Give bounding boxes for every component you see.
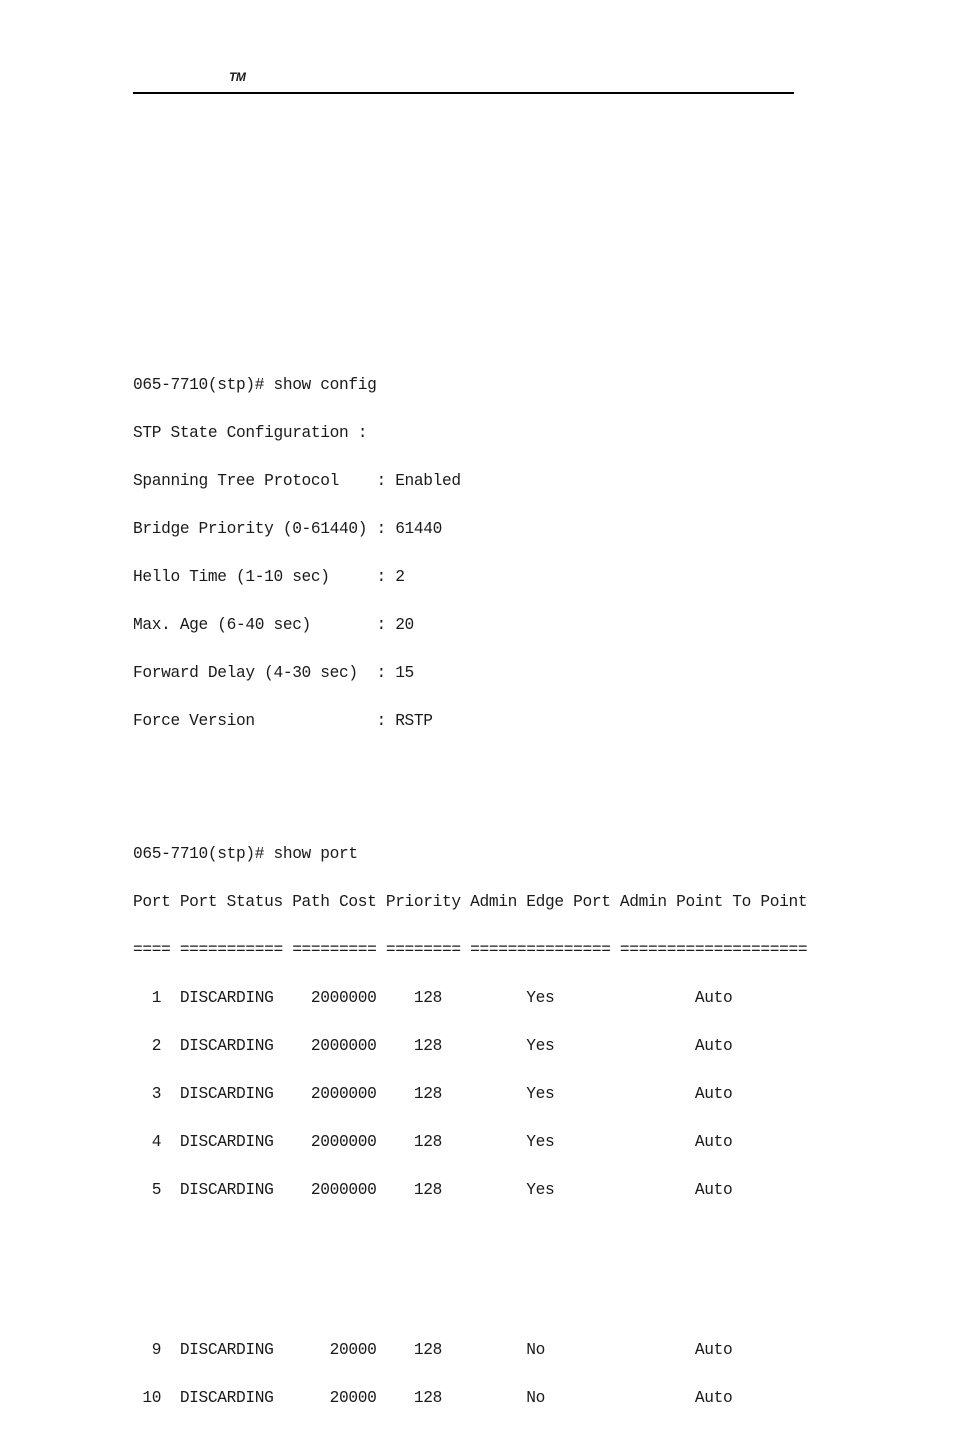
config-label: Bridge Priority (0-61440): [133, 520, 377, 538]
config-label: Forward Delay (4-30 sec): [133, 664, 377, 682]
config-label: Force Version: [133, 712, 377, 730]
port-prompt: 065-7710(stp)# show port: [133, 845, 358, 863]
port-terminal-output: [133, 818, 807, 1434]
config-row: [133, 469, 461, 493]
config-value: : Enabled: [376, 472, 461, 490]
port-table-header: Port Port Status Path Cost Priority Admin Edge Port Admin Point To Point: [133, 893, 808, 911]
config-title: STP State Configuration :: [133, 424, 368, 442]
port-table-row: 4 DISCARDING 2000000 128 Yes Auto: [133, 1133, 733, 1151]
port-table-row: 1 DISCARDING 2000000 128 Yes Auto: [133, 989, 733, 1007]
config-terminal-output: [133, 349, 461, 757]
port-table-gap: [133, 1226, 807, 1314]
config-row: [133, 709, 461, 733]
config-value: : 15: [376, 664, 414, 682]
port-table-row: 9 DISCARDING 20000 128 No Auto: [133, 1341, 733, 1359]
config-row: [133, 517, 461, 541]
config-label: Max. Age (6-40 sec): [133, 616, 377, 634]
config-value: : RSTP: [376, 712, 433, 730]
config-prompt: 065-7710(stp)# show config: [133, 376, 377, 394]
port-table-row: 3 DISCARDING 2000000 128 Yes Auto: [133, 1085, 733, 1103]
header-rule: [133, 92, 794, 94]
config-value: : 61440: [376, 520, 443, 538]
config-row: [133, 661, 461, 685]
config-label: Hello Time (1-10 sec): [133, 568, 377, 586]
config-value: : 2: [376, 568, 405, 586]
trademark-mark: TM: [229, 70, 246, 84]
port-table-separator: ==== =========== ========= ======== =============== ====================: [133, 941, 808, 959]
config-row: [133, 613, 461, 637]
config-value: : 20: [376, 616, 414, 634]
config-row: [133, 565, 461, 589]
port-table-row: 5 DISCARDING 2000000 128 Yes Auto: [133, 1181, 733, 1199]
port-table-row: 10 DISCARDING 20000 128 No Auto: [133, 1389, 733, 1407]
config-label: Spanning Tree Protocol: [133, 472, 377, 490]
port-table-row: 2 DISCARDING 2000000 128 Yes Auto: [133, 1037, 733, 1055]
